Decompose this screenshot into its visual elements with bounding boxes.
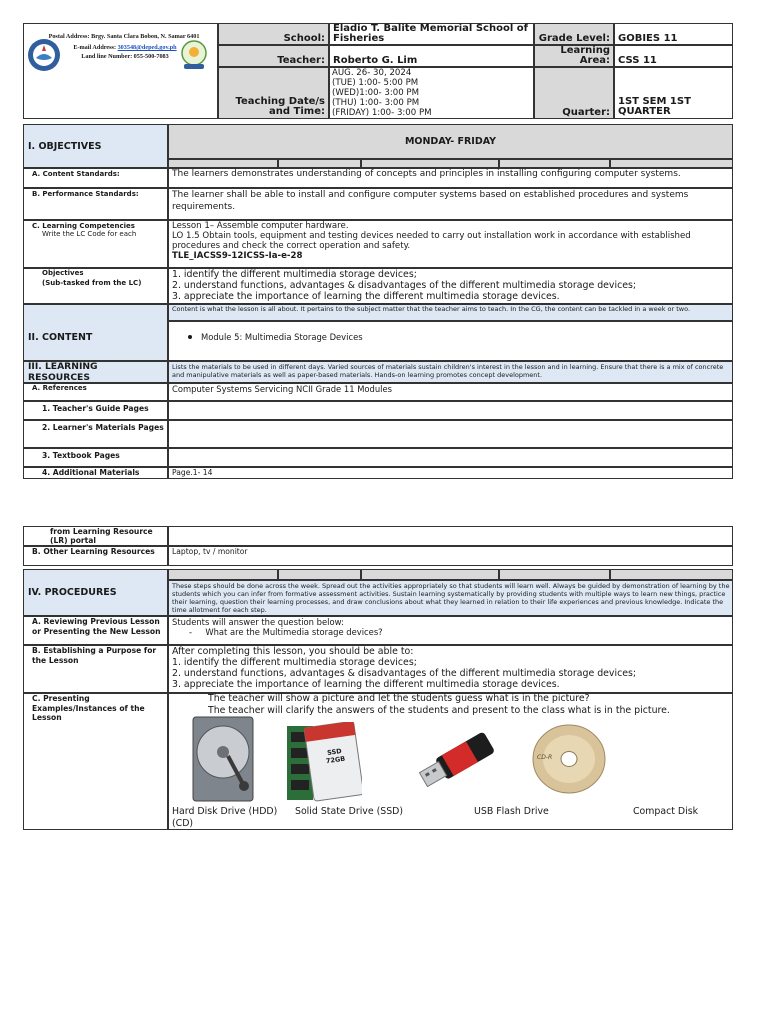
school-name: Eladio T. Balite Memorial School of Fisheries [329,23,534,45]
device-caption-cd-abbrev: (CD) [172,818,194,829]
cd-label-text: CD-R [537,754,553,761]
resources-note: Lists the materials to be used in different days. Varied sources of materials sustain children's interest in the lesson and in learning. Ensure that there is a mix of concrete and manipulative materials as well as paper-based materials. Hands-on learning promotes concept development. [168,361,733,383]
other-resources-label: B. Other Learning Resources [23,546,168,566]
module-text: Module 5: Multimedia Storage Devices [201,332,363,342]
grade-level-value: GOBIES 11 [614,23,733,45]
content-standards-text: The learners demonstrates understanding of concepts and principles in installing configuring computer systems. [168,168,733,188]
day-cell-1 [168,159,278,168]
teacher-name: Roberto G. Lim [329,45,534,67]
procedure-c-line2: The teacher will clarify the answers of the students and present to the class what is in the picture. [208,705,670,716]
postal-address: Postal Address: Brgy. Santa Clara Bobon, N. Samar 6401 [48,33,200,40]
learning-area-value: CSS 11 [614,45,733,67]
references-text: Computer Systems Servicing NCII Grade 11 Modules [168,383,733,401]
content-heading: II. CONTENT [23,304,168,361]
objectives-list: 1. identify the different multimedia storage devices; 2. understand functions, advantages & disadvantages of the different multimedia storage devices; 3. appreciate the importance of learning the different multimedia storage devices. [168,268,733,304]
teaching-dates-value: AUG. 26- 30, 2024 (TUE) 1:00- 5:00 PM (WED)1:00- 3:00 PM (THU) 1:00- 3:00 PM (FRIDAY) 1:00- 3:00 PM [329,67,534,119]
landline: Land line Number: 055-500-7083 [81,53,169,60]
email-link[interactable]: 303548@deped.gov.ph [117,44,177,51]
performance-standards-label: B. Performance Standards: [23,188,168,220]
procedure-b-intro: After completing this lesson, you should be able to: [172,646,414,657]
proc-day-cell-1 [168,569,278,580]
quarter-value: 1ST SEM 1ST QUARTER [614,67,733,119]
school-label: School: [218,23,329,45]
procedure-c-line1: The teacher will show a picture and let the students guess what is in the picture? [208,693,590,704]
procedure-a-label: A. Reviewing Previous Lesson or Presenting the New Lesson [23,616,168,645]
day-cell-3 [361,159,499,168]
procedure-b-list: 1. identify the different multimedia storage devices; 2. understand functions, advantages & disadvantages of the different multimedia storage devices; 3. appreciate the importance of learning the different multimedia storage devices. [172,657,637,690]
performance-standards-text: The learner shall be able to install and configure computer systems based on established procedures and systems requirements. [168,188,733,220]
additional-materials-label: 4. Additional Materials [23,467,168,479]
competencies-label: C. Learning Competencies [32,222,135,230]
hdd-image [192,716,254,802]
references-label: A. References [23,383,168,401]
device-caption-usb: USB Flash Drive [474,806,549,817]
learners-materials-label: 2. Learner's Materials Pages [23,420,168,448]
competencies-label-cell [23,220,168,268]
competencies-cell [168,220,733,268]
procedure-b-cell [168,645,733,693]
competencies-text: Lesson 1– Assemble computer hardware. LO 1.5 Obtain tools, equipment and testing devices needed to carry out installation work in accordance with established procedures and check the correct operation and safety. [172,221,691,251]
learning-area-label: Learning Area: [534,45,614,67]
email-label: E-mail Address: [73,44,118,51]
learners-materials-value [168,420,733,448]
procedures-heading: IV. PROCEDURES [23,569,168,616]
teacher-label: Teacher: [218,45,329,67]
proc-day-cell-5 [610,569,733,580]
teaching-dates-label: Teaching Date/s and Time: [218,67,329,119]
procedure-b-label: B. Establishing a Purpose for the Lesson [23,645,168,693]
proc-day-cell-4 [499,569,610,580]
objectives-sub-label: Objectives (Sub-tasked from the LC) [23,268,168,304]
content-standards-label: A. Content Standards: [23,168,168,188]
device-caption-cd: Compact Disk [633,806,699,817]
objectives-heading: I. OBJECTIVES [23,124,168,168]
procedure-c-label: C. Presenting Examples/Instances of the Lesson [23,693,168,830]
email-line [60,44,190,51]
lr-portal-value [168,526,733,546]
textbook-value [168,448,733,467]
day-cell-4 [499,159,610,168]
other-resources-value: Laptop, tv / monitor [168,546,733,566]
procedure-a-cell [168,616,733,645]
lr-portal-label: from Learning Resource (LR) portal [23,526,168,546]
ssd-label-text: SSD 72GB [325,747,346,766]
school-seal-icon [27,38,61,72]
additional-materials-value: Page.1- 14 [168,467,733,479]
teachers-guide-label: 1. Teacher's Guide Pages [23,401,168,420]
proc-day-cell-2 [278,569,361,580]
proc-day-cell-3 [361,569,499,580]
usb-image [413,727,499,797]
procedure-a-question: - What are the Multimedia storage devices? [189,627,383,637]
bullet-icon [188,335,192,339]
device-caption-ssd: Solid State Drive (SSD) [295,806,404,817]
grade-level-label: Grade Level: [534,23,614,45]
competencies-sublabel: Write the LC Code for each [42,230,137,238]
procedure-a-text: Students will answer the question below: [172,617,344,627]
lc-code: TLE_IACSS9-12ICSS-Ia-e-28 [172,251,303,261]
textbook-label: 3. Textbook Pages [23,448,168,467]
days-header: MONDAY- FRIDAY [168,124,733,159]
quarter-label: Quarter: [534,67,614,119]
resources-heading: III. LEARNING RESOURCES [23,361,168,383]
teachers-guide-value [168,401,733,420]
procedures-note: These steps should be done across the week. Spread out the activities appropriately so that students will learn well. Always be guided by demonstration of learning by the students which you can infer from formative assessment activities. Sustain learning systematically by providing students with multiple ways to learn new things, practice their learning, question their learning processes, and draw conclusions about what they learned in relation to their life experiences and previous knowledge. Indicate the time allotment for each step. [168,580,733,616]
day-cell-5 [610,159,733,168]
content-note: Content is what the lesson is all about. It pertains to the subject matter that the teacher aims to teach. In the CG, the content can be tackled in a week or two. [168,304,733,321]
device-caption-hdd: Hard Disk Drive (HDD) [172,806,278,817]
day-cell-2 [278,159,361,168]
